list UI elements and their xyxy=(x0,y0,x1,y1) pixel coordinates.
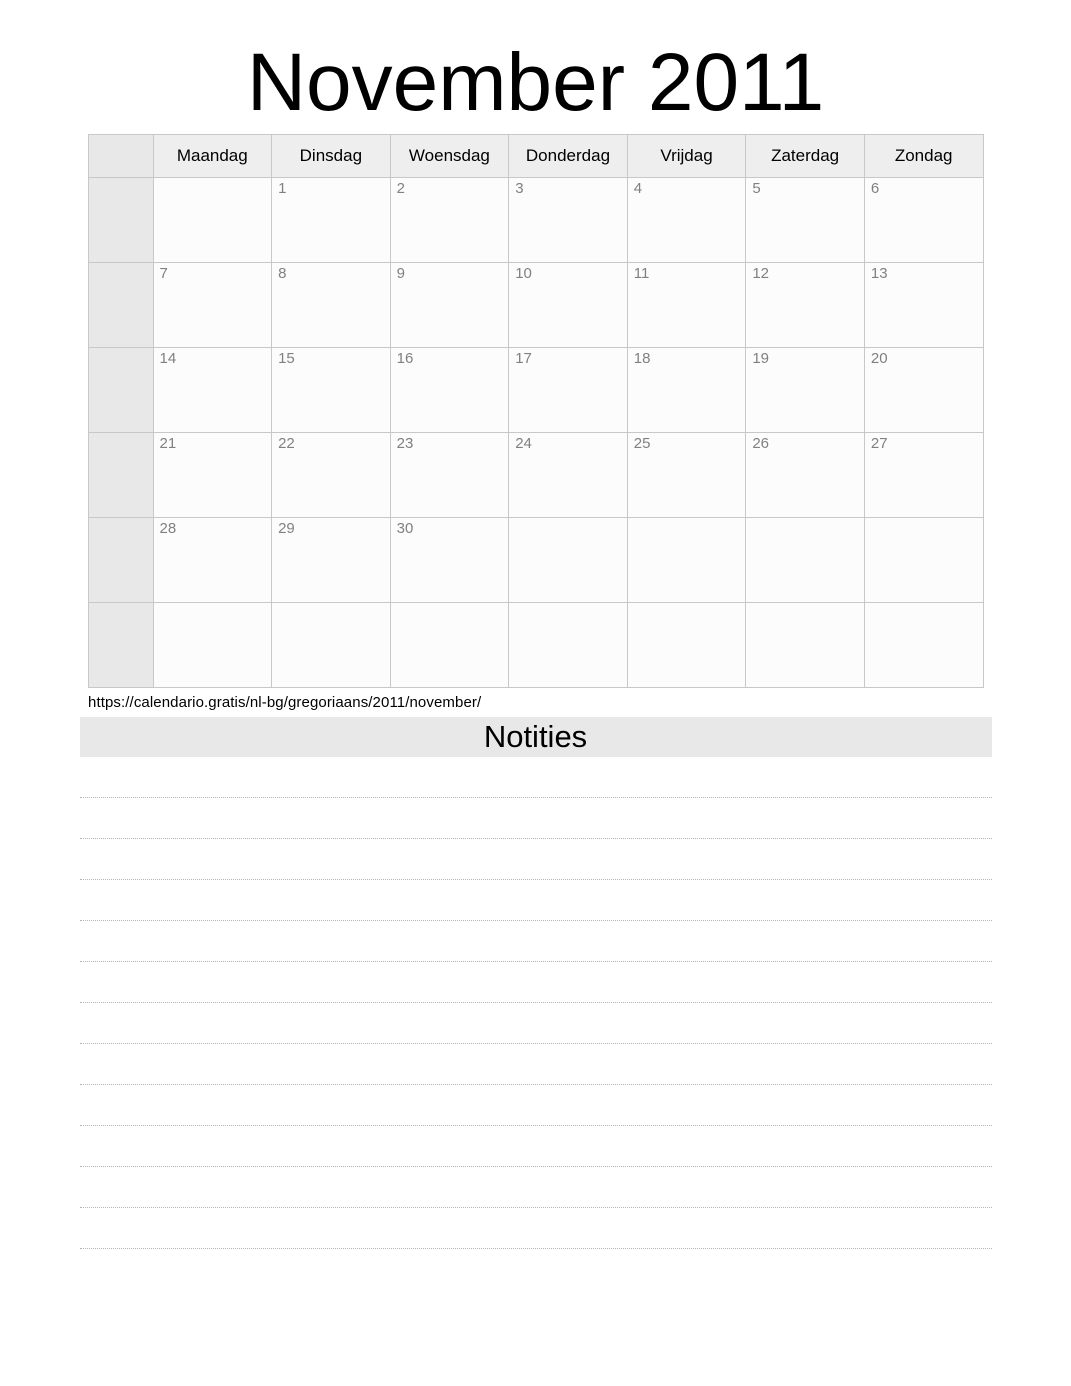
day-number: 7 xyxy=(159,265,168,282)
day-number: 30 xyxy=(396,520,414,537)
day-number: 22 xyxy=(278,435,295,452)
day-cell[interactable] xyxy=(153,263,272,348)
day-number: 14 xyxy=(159,350,177,367)
day-cell[interactable] xyxy=(746,263,865,348)
day-cell[interactable] xyxy=(272,518,391,603)
day-cell[interactable] xyxy=(627,518,746,603)
weekday-header-wednesday: Woensdag xyxy=(390,135,509,178)
week-number-header xyxy=(88,135,153,178)
day-number: 15 xyxy=(278,350,295,367)
day-cell[interactable] xyxy=(390,433,509,518)
day-cell[interactable] xyxy=(272,433,391,518)
week-number-cell xyxy=(88,518,153,603)
day-cell[interactable] xyxy=(627,263,746,348)
day-cell[interactable] xyxy=(272,603,391,688)
day-cell[interactable] xyxy=(864,433,983,518)
day-number: 8 xyxy=(278,265,287,282)
weekday-header-row xyxy=(88,135,983,178)
weekday-header-saturday: Zaterdag xyxy=(746,135,865,178)
day-number: 11 xyxy=(633,265,650,282)
day-cell[interactable] xyxy=(272,263,391,348)
day-number: 1 xyxy=(278,180,287,197)
day-number: 12 xyxy=(752,265,769,282)
day-cell[interactable] xyxy=(746,518,865,603)
calendar-week-row xyxy=(88,518,983,603)
weekday-header-tuesday: Dinsdag xyxy=(272,135,391,178)
day-number: 3 xyxy=(515,180,524,197)
day-cell[interactable] xyxy=(864,603,983,688)
day-cell[interactable] xyxy=(153,178,272,263)
calendar-table xyxy=(88,134,984,688)
day-number: 10 xyxy=(515,265,532,282)
day-cell[interactable] xyxy=(509,518,628,603)
note-line[interactable] xyxy=(80,839,992,880)
day-number: 18 xyxy=(633,350,651,367)
week-number-cell xyxy=(88,178,153,263)
note-line[interactable] xyxy=(80,798,992,839)
calendar-week-row xyxy=(88,178,983,263)
note-line[interactable] xyxy=(80,921,992,962)
day-number: 4 xyxy=(633,180,643,197)
day-cell[interactable] xyxy=(746,178,865,263)
day-cell[interactable] xyxy=(627,433,746,518)
note-line[interactable] xyxy=(80,1044,992,1085)
note-line[interactable] xyxy=(80,1003,992,1044)
note-line[interactable] xyxy=(80,1126,992,1167)
week-number-cell xyxy=(88,348,153,433)
calendar-body xyxy=(88,178,983,688)
day-cell[interactable] xyxy=(153,348,272,433)
weekday-header-sunday: Zondag xyxy=(864,135,983,178)
day-cell[interactable] xyxy=(153,518,272,603)
note-line[interactable] xyxy=(80,1167,992,1208)
calendar-week-row xyxy=(88,348,983,433)
day-cell[interactable] xyxy=(272,348,391,433)
day-number: 29 xyxy=(278,520,295,537)
day-cell[interactable] xyxy=(864,263,983,348)
week-number-cell xyxy=(88,603,153,688)
calendar-week-row xyxy=(88,433,983,518)
day-cell[interactable] xyxy=(864,348,983,433)
day-number: 28 xyxy=(159,520,177,537)
day-cell[interactable] xyxy=(272,178,391,263)
weekday-header-friday: Vrijdag xyxy=(627,135,746,178)
day-number: 16 xyxy=(396,350,414,367)
day-number: 24 xyxy=(515,435,532,452)
week-number-cell xyxy=(88,433,153,518)
day-cell[interactable] xyxy=(746,348,865,433)
day-cell[interactable] xyxy=(390,603,509,688)
day-cell[interactable] xyxy=(390,348,509,433)
day-cell[interactable] xyxy=(509,348,628,433)
notes-title: Notities xyxy=(80,717,992,757)
day-number: 9 xyxy=(396,265,405,282)
day-cell[interactable] xyxy=(627,178,746,263)
day-cell[interactable] xyxy=(627,603,746,688)
day-number: 25 xyxy=(633,435,651,452)
day-cell[interactable] xyxy=(509,263,628,348)
day-cell[interactable] xyxy=(509,603,628,688)
day-number: 2 xyxy=(396,180,405,197)
note-line[interactable] xyxy=(80,880,992,921)
day-cell[interactable] xyxy=(390,263,509,348)
day-number: 17 xyxy=(515,350,532,367)
day-number: 19 xyxy=(752,350,769,367)
day-cell[interactable] xyxy=(746,433,865,518)
day-cell[interactable] xyxy=(390,178,509,263)
calendar-week-row xyxy=(88,603,983,688)
day-cell[interactable] xyxy=(509,178,628,263)
day-number: 20 xyxy=(870,350,888,367)
day-number: 6 xyxy=(870,180,880,197)
day-number: 23 xyxy=(396,435,414,452)
source-url[interactable]: https://calendario.gratis/nl-bg/gregoriaans/2011/november/ xyxy=(88,694,482,711)
day-number: 27 xyxy=(870,435,888,452)
notes-section xyxy=(80,717,992,1249)
day-cell[interactable] xyxy=(509,433,628,518)
day-cell[interactable] xyxy=(390,518,509,603)
day-number: 21 xyxy=(159,435,177,452)
day-number: 13 xyxy=(870,265,888,282)
day-cell[interactable] xyxy=(627,348,746,433)
page-title: November 2011 xyxy=(246,37,825,128)
note-line[interactable] xyxy=(80,757,992,798)
day-number: 26 xyxy=(752,435,769,452)
note-line[interactable] xyxy=(80,1085,992,1126)
day-cell[interactable] xyxy=(153,603,272,688)
day-cell[interactable] xyxy=(153,433,272,518)
calendar-head xyxy=(88,135,983,178)
day-number: 5 xyxy=(752,180,761,197)
day-cell[interactable] xyxy=(746,603,865,688)
calendar-week-row xyxy=(88,263,983,348)
weekday-header-monday: Maandag xyxy=(153,135,272,178)
note-line[interactable] xyxy=(80,962,992,1003)
day-cell[interactable] xyxy=(864,178,983,263)
week-number-cell xyxy=(88,263,153,348)
note-line[interactable] xyxy=(80,1208,992,1249)
calendar-container xyxy=(88,134,984,688)
weekday-header-thursday: Donderdag xyxy=(509,135,628,178)
day-cell[interactable] xyxy=(864,518,983,603)
